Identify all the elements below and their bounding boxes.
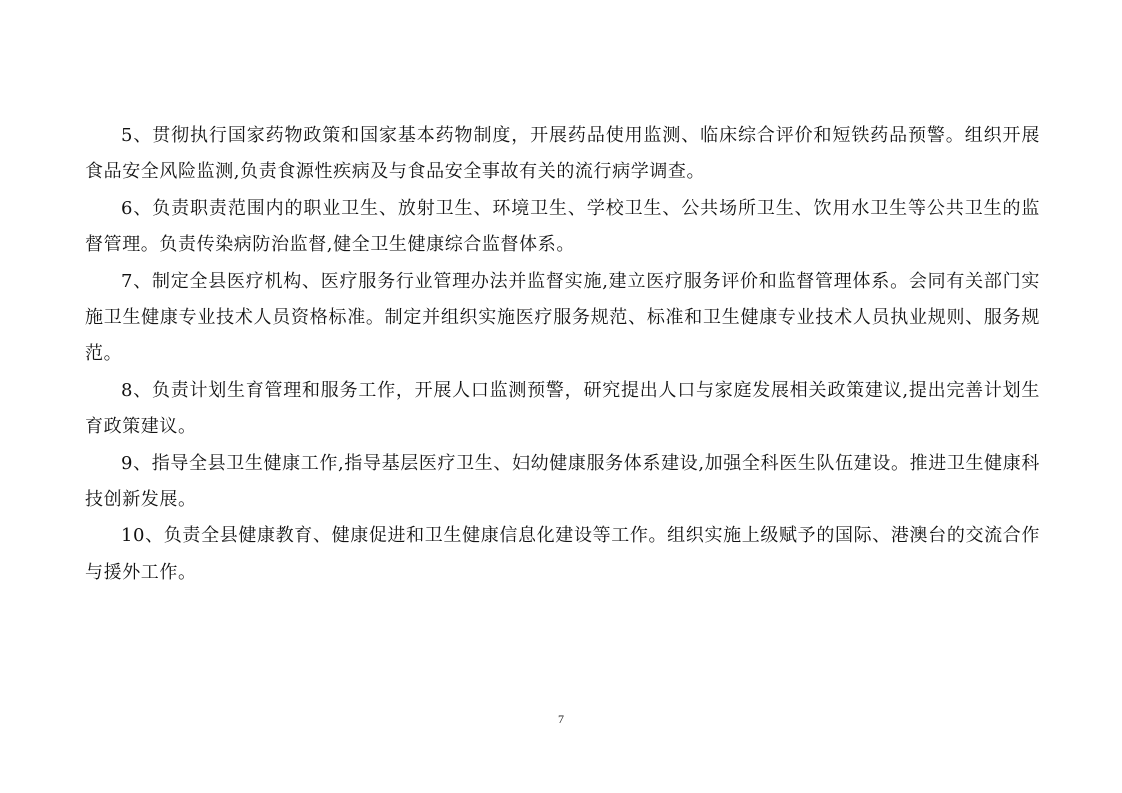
paragraph-item-6: 6、负责职责范围内的职业卫生、放射卫生、环境卫生、学校卫生、公共场所卫生、饮用水卫生等公共卫生的监督管理。负责传染病防治监督,健全卫生健康综合监督体系。: [85, 197, 1040, 256]
paragraph-item-10: 10、负责全县健康教育、健康促进和卫生健康信息化建设等工作。组织实施上级赋予的国际、港澳台的交流合作与援外工作。: [85, 525, 1040, 583]
paragraph-item-9: 9、指导全县卫生健康工作,指导基层医疗卫生、妇幼健康服务体系建设,加强全科医生队伍建设。推进卫生健康科技创新发展。: [85, 452, 1040, 511]
paragraph-item-7: 7、制定全县医疗机构、医疗服务行业管理办法并监督实施,建立医疗服务评价和监督管理体系。会同有关部门实施卫生健康专业技术人员资格标准。制定并组织实施医疗服务规范、标准和卫生健康专业技术人员执业规则、服务规范。: [85, 270, 1040, 365]
document-body: [85, 118, 1040, 591]
paragraph-item-8: 8、负责计划生育管理和服务工作，开展人口监测预警，研究提出人口与家庭发展相关政策建议,提出完善计划生育政策建议。: [85, 379, 1040, 438]
paragraph-item-5: 5、贯彻执行国家药物政策和国家基本药物制度，开展药品使用监测、临床综合评价和短铁药品预警。组织开展食品安全风险监测,负责食源性疾病及与食品安全事故有关的流行病学调查。: [85, 125, 1040, 183]
page-number: 7: [558, 712, 564, 726]
